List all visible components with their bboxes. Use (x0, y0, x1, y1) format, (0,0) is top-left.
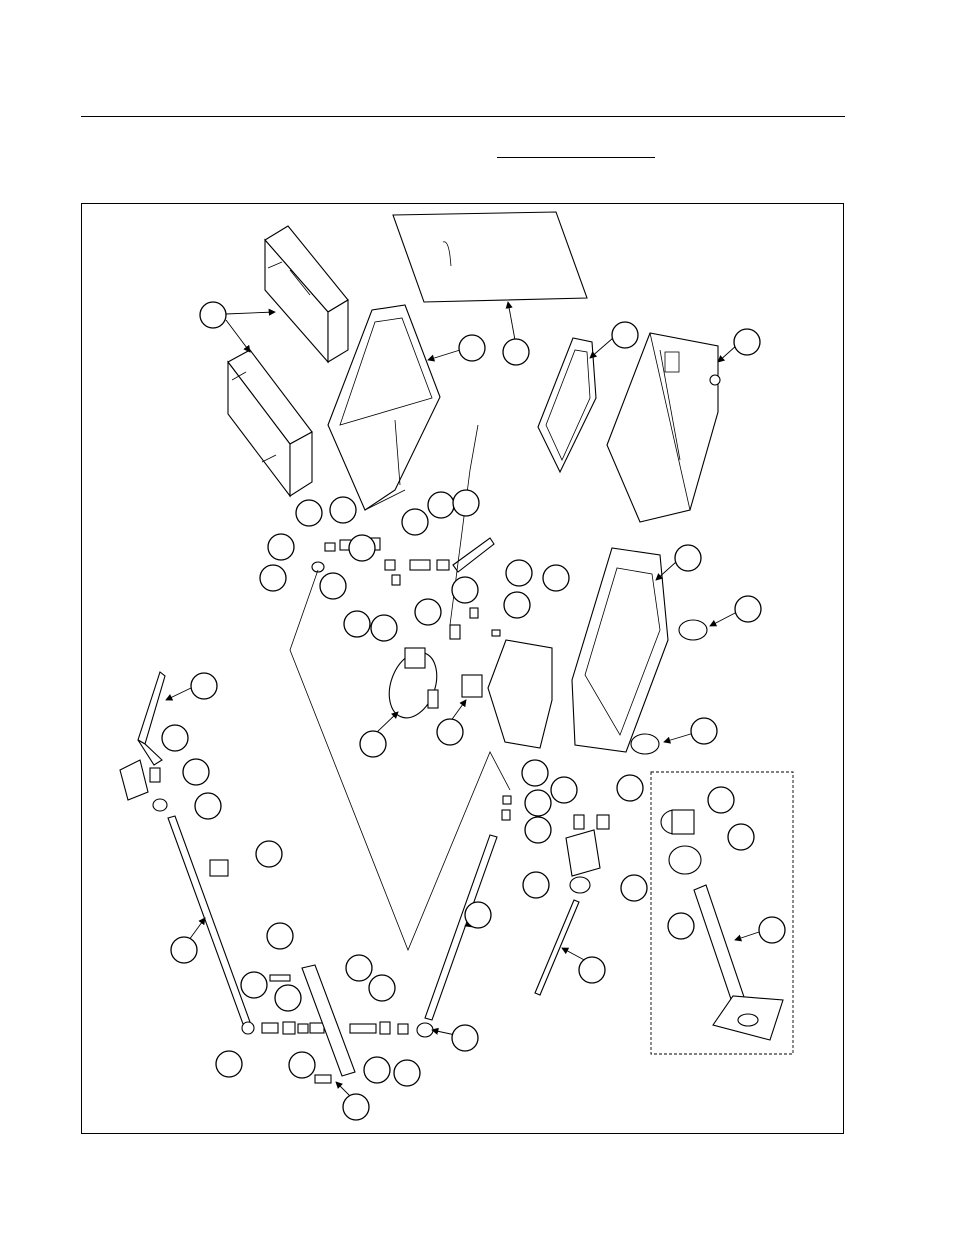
basket-lower (228, 350, 312, 496)
filter-screen (538, 338, 596, 472)
bottom-manifold (210, 860, 433, 1083)
basket-upper (265, 226, 348, 362)
filter-pan (607, 333, 720, 522)
cover-panel (393, 212, 587, 302)
drain-handle (120, 672, 167, 811)
pump-motor (381, 646, 446, 725)
housing (462, 640, 552, 748)
pan-frame (572, 548, 668, 752)
drain-tube-left (168, 816, 254, 1034)
